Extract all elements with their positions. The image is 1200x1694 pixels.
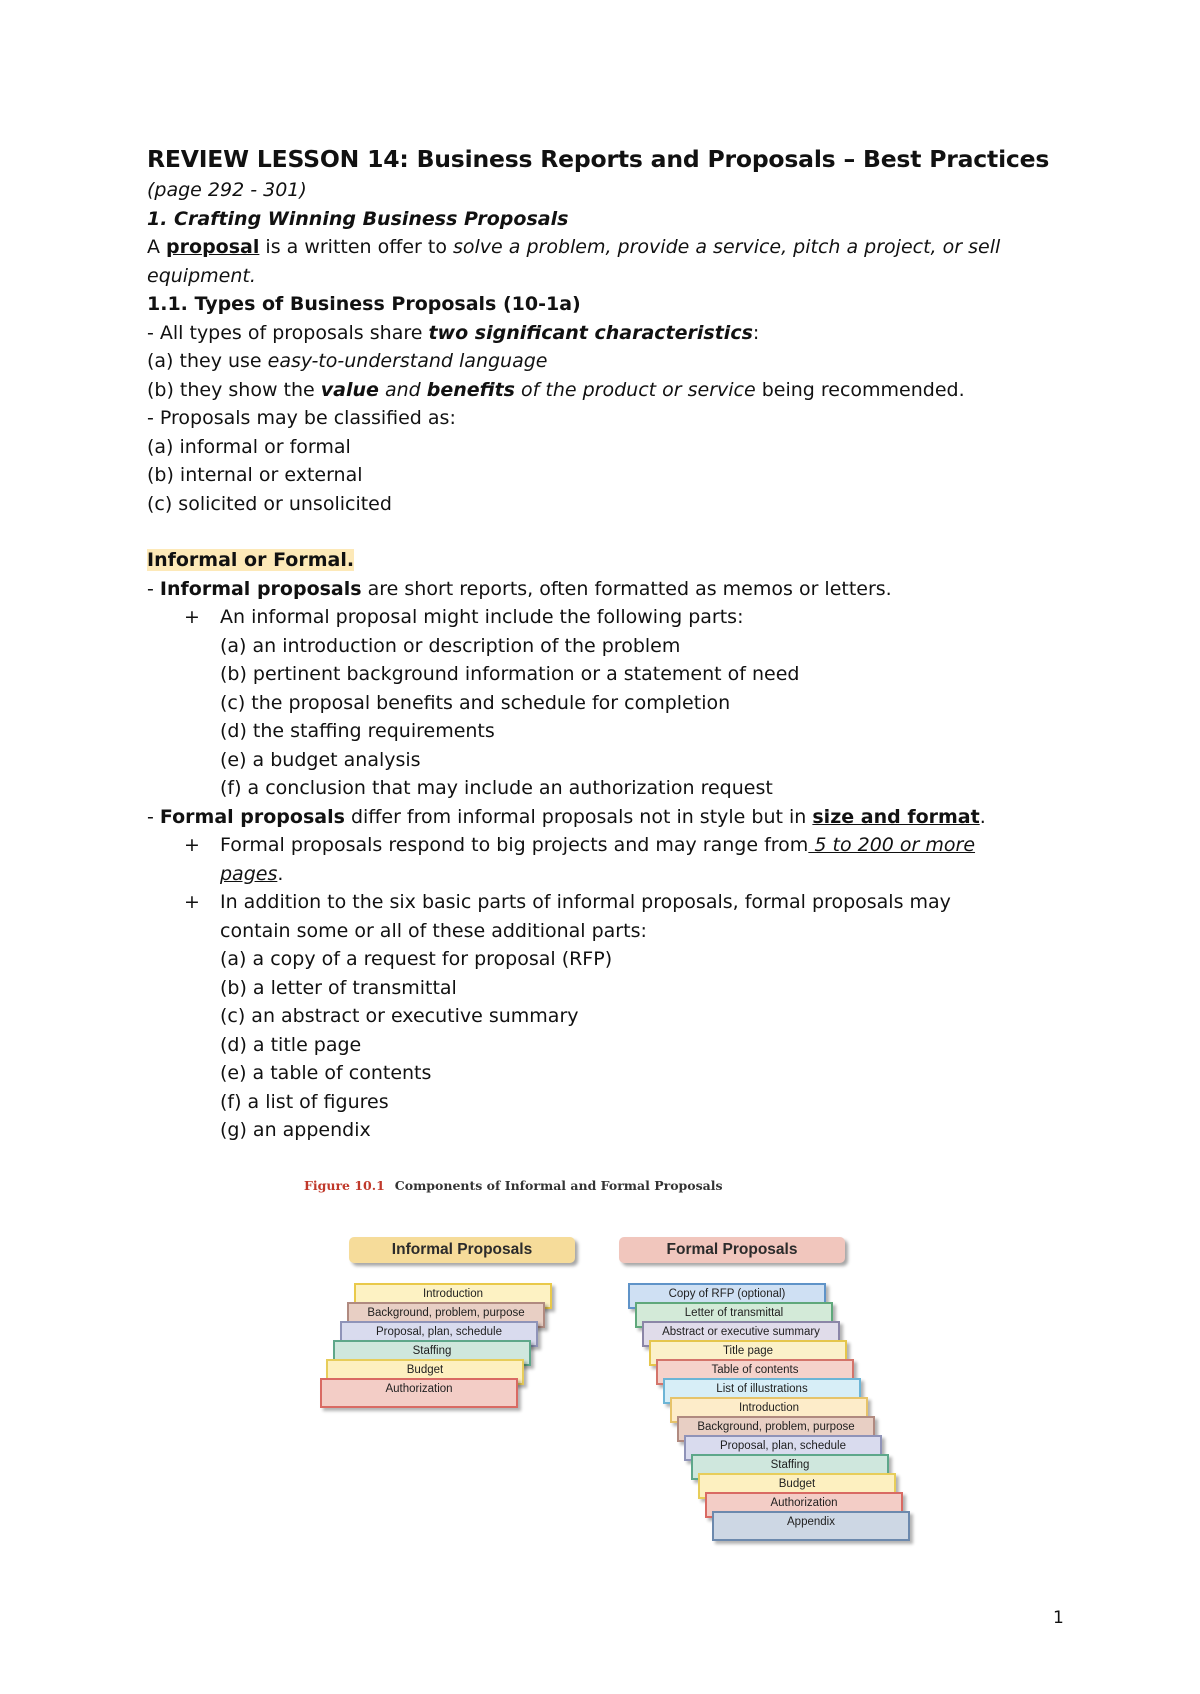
class-item: (c) solicited or unsolicited: [147, 492, 392, 515]
informal-component: Budget: [326, 1359, 524, 1385]
formal-component: Abstract or executive summary: [642, 1321, 840, 1347]
informal-component: Proposal, plan, schedule: [340, 1321, 538, 1347]
class-item: (b) internal or external: [147, 464, 363, 486]
formal-part: (d) a title page: [220, 1033, 362, 1056]
characteristic-b: (b) they show the value and benefits of the product or service being recommended.: [147, 378, 965, 401]
formal-component: Authorization: [705, 1492, 903, 1518]
formal-part: (a) a copy of a request for proposal (RFP): [220, 948, 613, 970]
informal-proposals-header: Informal Proposals: [349, 1237, 575, 1263]
informal-part: (b) pertinent background information or a statement of need: [220, 663, 800, 685]
formal-component: Table of contents: [656, 1359, 854, 1385]
bullet-item: + In addition to the six basic parts of informal proposals, formal proposals may: [184, 891, 951, 913]
informal-component: Staffing: [333, 1340, 531, 1366]
informal-part: (c) the proposal benefits and schedule for completion: [220, 691, 731, 714]
section-heading: 1. Crafting Winning Business Proposals: [147, 207, 569, 230]
formal-part: (c) an abstract or executive summary: [220, 1005, 579, 1027]
informal-component: Background, problem, purpose: [347, 1302, 545, 1328]
classification-intro: - Proposals may be classified as:: [147, 407, 456, 429]
page-range: (page 292 - 301): [147, 179, 307, 201]
formal-part: (b) a letter of transmittal: [220, 976, 457, 999]
formal-proposals-def: - Formal proposals differ from informal proposals not in style but in size and format.: [147, 805, 986, 828]
formal-component: Letter of transmittal: [635, 1302, 833, 1328]
informal-part: (a) an introduction or description of the problem: [220, 634, 681, 657]
formal-proposals-header: Formal Proposals: [619, 1237, 845, 1263]
page-title: REVIEW LESSON 14: Business Reports and Proposals – Best Practices: [147, 145, 1050, 173]
informal-part: (e) a budget analysis: [220, 748, 421, 771]
bullet-item: + An informal proposal might include the following parts:: [184, 606, 744, 628]
subsection-heading: 1.1. Types of Business Proposals (10-1a): [147, 293, 581, 315]
informal-part: (f) a conclusion that may include an authorization request: [220, 777, 773, 799]
informal-formal-heading: Informal or Formal.: [147, 549, 355, 571]
informal-proposals-def: - Informal proposals are short reports, often formatted as memos or letters.: [147, 577, 892, 600]
bullet-item-cont: contain some or all of these additional parts:: [220, 919, 647, 942]
formal-component: Staffing: [691, 1454, 889, 1480]
informal-part: (d) the staffing requirements: [220, 720, 495, 742]
formal-part: (g) an appendix: [220, 1119, 371, 1141]
formal-component: Appendix: [712, 1511, 910, 1541]
informal-component: Authorization: [320, 1378, 518, 1408]
formal-component: Budget: [698, 1473, 896, 1499]
proposal-definition-cont: equipment.: [147, 264, 256, 287]
formal-component: Proposal, plan, schedule: [684, 1435, 882, 1461]
characteristics-intro: - All types of proposals share two significant characteristics:: [147, 321, 760, 344]
formal-part: (e) a table of contents: [220, 1062, 432, 1084]
formal-component: Background, problem, purpose: [677, 1416, 875, 1442]
page-number: 1: [1053, 1608, 1064, 1628]
class-item: (a) informal or formal: [147, 435, 351, 458]
formal-component: List of illustrations: [663, 1378, 861, 1404]
characteristic-a: (a) they use easy-to-understand language: [147, 350, 548, 372]
formal-component: Introduction: [670, 1397, 868, 1423]
bullet-item-cont: pages.: [220, 862, 284, 885]
formal-part: (f) a list of figures: [220, 1090, 389, 1113]
bullet-item: + Formal proposals respond to big projects and may range from 5 to 200 or more: [184, 834, 976, 856]
proposal-definition: A proposal is a written offer to solve a problem, provide a service, pitch a project, or sell: [147, 236, 1001, 258]
informal-component: Introduction: [354, 1283, 552, 1309]
formal-component: Title page: [649, 1340, 847, 1366]
document-body: [147, 142, 1067, 1145]
figure-caption: Figure 10.1 Components of Informal and Formal Proposals: [304, 1178, 723, 1193]
formal-component: Copy of RFP (optional): [628, 1283, 826, 1309]
